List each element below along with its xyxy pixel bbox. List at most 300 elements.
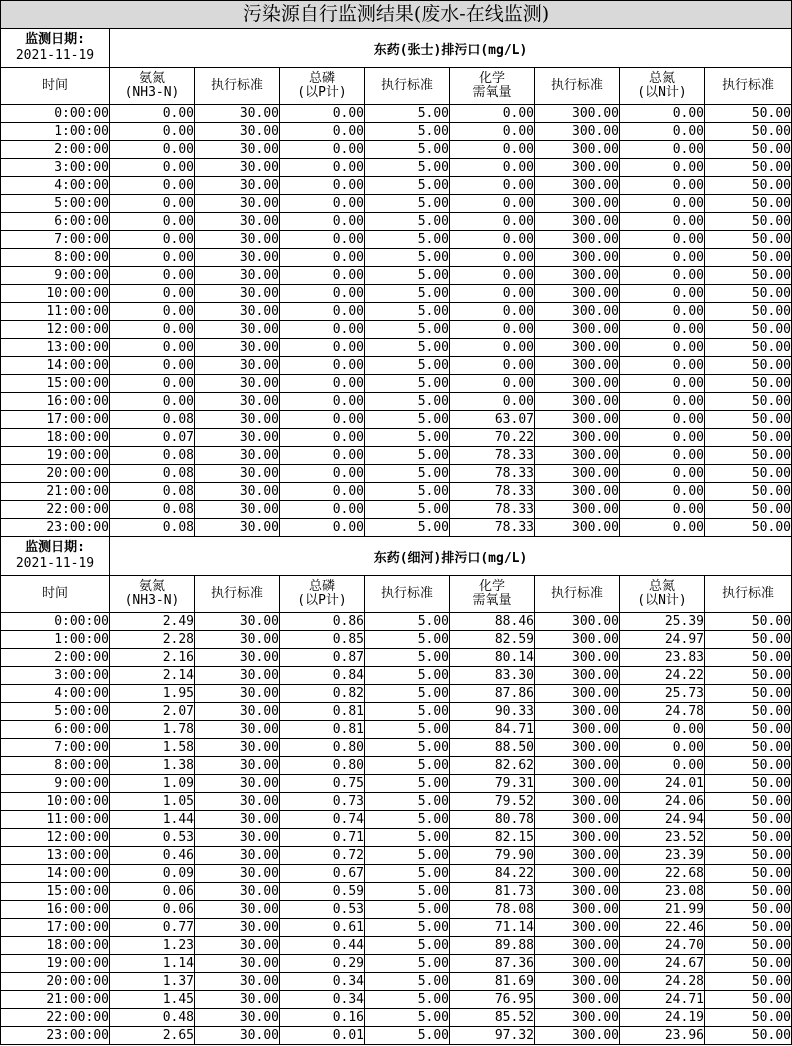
value-cell: 5.00 (365, 357, 450, 375)
value-cell: 0.00 (110, 195, 195, 213)
value-cell: 300.00 (535, 919, 620, 937)
value-cell: 300.00 (535, 213, 620, 231)
value-cell: 22.46 (620, 919, 705, 937)
value-cell: 50.00 (705, 375, 792, 393)
value-cell: 50.00 (705, 793, 792, 811)
value-cell: 30.00 (195, 303, 280, 321)
value-cell: 50.00 (705, 159, 792, 177)
value-cell: 24.78 (620, 703, 705, 721)
value-cell: 0.44 (280, 937, 365, 955)
value-cell: 50.00 (705, 955, 792, 973)
value-cell: 300.00 (535, 955, 620, 973)
table-row (1, 829, 792, 847)
value-cell: 0.00 (620, 721, 705, 739)
value-cell: 5.00 (365, 483, 450, 501)
value-cell: 0.00 (280, 177, 365, 195)
value-cell: 2.49 (110, 613, 195, 631)
time-cell: 11:00:00 (1, 303, 110, 321)
time-cell: 4:00:00 (1, 685, 110, 703)
header-tp: 总磷 (以P计) (280, 576, 365, 613)
table-row (1, 375, 792, 393)
value-cell: 5.00 (365, 465, 450, 483)
header-tn: 总氮 (以N计) (620, 68, 705, 105)
value-cell: 30.00 (195, 613, 280, 631)
value-cell: 50.00 (705, 177, 792, 195)
time-cell: 9:00:00 (1, 775, 110, 793)
value-cell: 5.00 (365, 267, 450, 285)
value-cell: 23.52 (620, 829, 705, 847)
value-cell: 50.00 (705, 231, 792, 249)
value-cell: 5.00 (365, 321, 450, 339)
table-row (1, 339, 792, 357)
time-cell: 17:00:00 (1, 919, 110, 937)
value-cell: 0.00 (620, 501, 705, 519)
value-cell: 300.00 (535, 429, 620, 447)
table-row (1, 429, 792, 447)
value-cell: 5.00 (365, 213, 450, 231)
value-cell: 0.00 (110, 141, 195, 159)
date-cell (1, 537, 110, 576)
time-cell: 6:00:00 (1, 721, 110, 739)
value-cell: 0.00 (620, 465, 705, 483)
value-cell: 90.33 (450, 703, 535, 721)
value-cell: 0.08 (110, 519, 195, 537)
value-cell: 0.00 (110, 159, 195, 177)
value-cell: 0.06 (110, 883, 195, 901)
value-cell: 5.00 (365, 501, 450, 519)
value-cell: 0.00 (110, 249, 195, 267)
value-cell: 30.00 (195, 213, 280, 231)
value-cell: 50.00 (705, 703, 792, 721)
value-cell: 78.33 (450, 483, 535, 501)
value-cell: 0.00 (280, 141, 365, 159)
value-cell: 0.48 (110, 1009, 195, 1027)
value-cell: 0.53 (280, 901, 365, 919)
value-cell: 23.83 (620, 649, 705, 667)
value-cell: 300.00 (535, 159, 620, 177)
value-cell: 50.00 (705, 285, 792, 303)
value-cell: 300.00 (535, 105, 620, 123)
value-cell: 0.00 (280, 447, 365, 465)
table-row (1, 321, 792, 339)
value-cell: 0.00 (110, 213, 195, 231)
time-cell: 19:00:00 (1, 955, 110, 973)
value-cell: 50.00 (705, 865, 792, 883)
time-cell: 23:00:00 (1, 1027, 110, 1045)
value-cell: 0.00 (110, 303, 195, 321)
value-cell: 0.81 (280, 703, 365, 721)
value-cell: 50.00 (705, 429, 792, 447)
value-cell: 5.00 (365, 105, 450, 123)
section-table-xihe (0, 536, 792, 1045)
value-cell: 300.00 (535, 195, 620, 213)
value-cell: 50.00 (705, 991, 792, 1009)
value-cell: 76.95 (450, 991, 535, 1009)
value-cell: 0.00 (450, 357, 535, 375)
value-cell: 300.00 (535, 811, 620, 829)
value-cell: 0.06 (110, 901, 195, 919)
value-cell: 0.00 (110, 393, 195, 411)
time-cell: 16:00:00 (1, 901, 110, 919)
value-cell: 5.00 (365, 1009, 450, 1027)
value-cell: 30.00 (195, 829, 280, 847)
value-cell: 23.08 (620, 883, 705, 901)
value-cell: 300.00 (535, 883, 620, 901)
time-cell: 13:00:00 (1, 339, 110, 357)
value-cell: 0.00 (620, 411, 705, 429)
value-cell: 50.00 (705, 501, 792, 519)
value-cell: 0.00 (280, 519, 365, 537)
value-cell: 30.00 (195, 685, 280, 703)
table-row (1, 285, 792, 303)
table-row (1, 1009, 792, 1027)
time-cell: 2:00:00 (1, 649, 110, 667)
value-cell: 0.00 (110, 285, 195, 303)
value-cell: 30.00 (195, 465, 280, 483)
value-cell: 300.00 (535, 321, 620, 339)
value-cell: 82.15 (450, 829, 535, 847)
value-cell: 0.00 (280, 249, 365, 267)
value-cell: 1.14 (110, 955, 195, 973)
value-cell: 0.00 (450, 159, 535, 177)
time-cell: 0:00:00 (1, 105, 110, 123)
value-cell: 30.00 (195, 919, 280, 937)
value-cell: 30.00 (195, 393, 280, 411)
value-cell: 2.65 (110, 1027, 195, 1045)
value-cell: 0.00 (450, 321, 535, 339)
value-cell: 300.00 (535, 303, 620, 321)
value-cell: 30.00 (195, 141, 280, 159)
value-cell: 0.87 (280, 649, 365, 667)
header-std: 执行标准 (365, 68, 450, 105)
value-cell: 30.00 (195, 447, 280, 465)
value-cell: 5.00 (365, 775, 450, 793)
table-row (1, 267, 792, 285)
value-cell: 0.74 (280, 811, 365, 829)
value-cell: 300.00 (535, 973, 620, 991)
value-cell: 5.00 (365, 339, 450, 357)
value-cell: 0.00 (620, 757, 705, 775)
value-cell: 24.97 (620, 631, 705, 649)
value-cell: 23.96 (620, 1027, 705, 1045)
value-cell: 0.07 (110, 429, 195, 447)
value-cell: 0.00 (450, 375, 535, 393)
value-cell: 0.09 (110, 865, 195, 883)
value-cell: 5.00 (365, 177, 450, 195)
table-row (1, 703, 792, 721)
value-cell: 50.00 (705, 937, 792, 955)
value-cell: 300.00 (535, 865, 620, 883)
table-row (1, 685, 792, 703)
header-std: 执行标准 (705, 576, 792, 613)
value-cell: 300.00 (535, 447, 620, 465)
value-cell: 0.73 (280, 793, 365, 811)
value-cell: 0.00 (450, 285, 535, 303)
time-cell: 21:00:00 (1, 991, 110, 1009)
header-tn: 总氮 (以N计) (620, 576, 705, 613)
value-cell: 0.85 (280, 631, 365, 649)
value-cell: 50.00 (705, 883, 792, 901)
value-cell: 5.00 (365, 793, 450, 811)
value-cell: 50.00 (705, 1009, 792, 1027)
value-cell: 300.00 (535, 393, 620, 411)
table-row (1, 901, 792, 919)
value-cell: 0.29 (280, 955, 365, 973)
table-row (1, 357, 792, 375)
value-cell: 300.00 (535, 267, 620, 285)
value-cell: 5.00 (365, 303, 450, 321)
value-cell: 5.00 (365, 159, 450, 177)
value-cell: 0.00 (620, 357, 705, 375)
value-cell: 1.45 (110, 991, 195, 1009)
table-row (1, 613, 792, 631)
value-cell: 50.00 (705, 901, 792, 919)
value-cell: 50.00 (705, 667, 792, 685)
value-cell: 0.08 (110, 411, 195, 429)
value-cell: 5.00 (365, 757, 450, 775)
value-cell: 0.00 (280, 159, 365, 177)
value-cell: 50.00 (705, 829, 792, 847)
header-nh3: 氨氮 (NH3-N) (110, 576, 195, 613)
time-cell: 4:00:00 (1, 177, 110, 195)
value-cell: 5.00 (365, 631, 450, 649)
value-cell: 50.00 (705, 213, 792, 231)
time-cell: 6:00:00 (1, 213, 110, 231)
value-cell: 84.22 (450, 865, 535, 883)
header-time: 时间 (1, 576, 110, 613)
value-cell: 5.00 (365, 865, 450, 883)
table-row (1, 393, 792, 411)
value-cell: 70.22 (450, 429, 535, 447)
value-cell: 50.00 (705, 321, 792, 339)
value-cell: 82.59 (450, 631, 535, 649)
value-cell: 1.44 (110, 811, 195, 829)
value-cell: 1.37 (110, 973, 195, 991)
value-cell: 5.00 (365, 883, 450, 901)
value-cell: 0.00 (620, 177, 705, 195)
value-cell: 0.00 (620, 429, 705, 447)
time-cell: 9:00:00 (1, 267, 110, 285)
value-cell: 0.46 (110, 847, 195, 865)
value-cell: 0.00 (620, 447, 705, 465)
time-cell: 8:00:00 (1, 757, 110, 775)
value-cell: 0.71 (280, 829, 365, 847)
value-cell: 50.00 (705, 123, 792, 141)
value-cell: 50.00 (705, 811, 792, 829)
value-cell: 80.78 (450, 811, 535, 829)
value-cell: 24.67 (620, 955, 705, 973)
value-cell: 0.00 (620, 123, 705, 141)
value-cell: 0.53 (110, 829, 195, 847)
value-cell: 300.00 (535, 703, 620, 721)
value-cell: 0.00 (620, 285, 705, 303)
value-cell: 0.84 (280, 667, 365, 685)
value-cell: 5.00 (365, 703, 450, 721)
value-cell: 5.00 (365, 739, 450, 757)
header-std: 执行标准 (195, 68, 280, 105)
table-row (1, 411, 792, 429)
value-cell: 0.00 (620, 231, 705, 249)
header-std: 执行标准 (535, 576, 620, 613)
value-cell: 0.00 (450, 195, 535, 213)
value-cell: 300.00 (535, 519, 620, 537)
value-cell: 0.81 (280, 721, 365, 739)
value-cell: 5.00 (365, 847, 450, 865)
value-cell: 0.00 (620, 159, 705, 177)
time-cell: 0:00:00 (1, 613, 110, 631)
value-cell: 0.00 (280, 429, 365, 447)
value-cell: 24.06 (620, 793, 705, 811)
table-row (1, 501, 792, 519)
value-cell: 50.00 (705, 357, 792, 375)
value-cell: 50.00 (705, 411, 792, 429)
value-cell: 50.00 (705, 1027, 792, 1045)
value-cell: 24.70 (620, 937, 705, 955)
value-cell: 50.00 (705, 919, 792, 937)
table-row (1, 177, 792, 195)
value-cell: 30.00 (195, 1009, 280, 1027)
value-cell: 82.62 (450, 757, 535, 775)
value-cell: 50.00 (705, 303, 792, 321)
value-cell: 30.00 (195, 339, 280, 357)
table-row (1, 447, 792, 465)
value-cell: 78.33 (450, 447, 535, 465)
value-cell: 5.00 (365, 393, 450, 411)
value-cell: 0.72 (280, 847, 365, 865)
time-cell: 14:00:00 (1, 865, 110, 883)
value-cell: 300.00 (535, 631, 620, 649)
value-cell: 30.00 (195, 739, 280, 757)
value-cell: 30.00 (195, 195, 280, 213)
table-row (1, 955, 792, 973)
value-cell: 300.00 (535, 483, 620, 501)
value-cell: 0.00 (620, 303, 705, 321)
value-cell: 5.00 (365, 249, 450, 267)
value-cell: 0.08 (110, 501, 195, 519)
time-cell: 5:00:00 (1, 703, 110, 721)
value-cell: 88.50 (450, 739, 535, 757)
value-cell: 30.00 (195, 901, 280, 919)
value-cell: 25.73 (620, 685, 705, 703)
value-cell: 300.00 (535, 613, 620, 631)
value-cell: 22.68 (620, 865, 705, 883)
value-cell: 30.00 (195, 793, 280, 811)
value-cell: 0.00 (450, 231, 535, 249)
value-cell: 0.00 (280, 339, 365, 357)
value-cell: 24.71 (620, 991, 705, 1009)
section-table-zhangshi (0, 28, 792, 537)
value-cell: 30.00 (195, 667, 280, 685)
value-cell: 0.80 (280, 739, 365, 757)
value-cell: 79.90 (450, 847, 535, 865)
value-cell: 0.00 (620, 339, 705, 357)
value-cell: 300.00 (535, 1027, 620, 1045)
value-cell: 0.00 (620, 141, 705, 159)
value-cell: 30.00 (195, 991, 280, 1009)
header-nh3: 氨氮 (NH3-N) (110, 68, 195, 105)
value-cell: 300.00 (535, 123, 620, 141)
value-cell: 0.00 (450, 177, 535, 195)
value-cell: 0.00 (280, 285, 365, 303)
value-cell: 89.88 (450, 937, 535, 955)
value-cell: 0.08 (110, 465, 195, 483)
value-cell: 0.00 (280, 267, 365, 285)
value-cell: 0.00 (450, 249, 535, 267)
value-cell: 0.00 (620, 739, 705, 757)
value-cell: 300.00 (535, 937, 620, 955)
time-cell: 20:00:00 (1, 465, 110, 483)
value-cell: 300.00 (535, 739, 620, 757)
value-cell: 0.00 (450, 141, 535, 159)
value-cell: 30.00 (195, 883, 280, 901)
header-std: 执行标准 (365, 576, 450, 613)
value-cell: 5.00 (365, 231, 450, 249)
value-cell: 30.00 (195, 501, 280, 519)
value-cell: 50.00 (705, 483, 792, 501)
value-cell: 0.00 (620, 519, 705, 537)
value-cell: 85.52 (450, 1009, 535, 1027)
value-cell: 5.00 (365, 721, 450, 739)
value-cell: 5.00 (365, 447, 450, 465)
value-cell: 5.00 (365, 829, 450, 847)
header-cod: 化学 需氧量 (450, 576, 535, 613)
table-row (1, 883, 792, 901)
time-cell: 16:00:00 (1, 393, 110, 411)
header-std: 执行标准 (535, 68, 620, 105)
value-cell: 79.31 (450, 775, 535, 793)
table-row (1, 631, 792, 649)
value-cell: 0.01 (280, 1027, 365, 1045)
outlet-title: 东药(张士)排污口(mg/L) (110, 29, 792, 68)
value-cell: 0.00 (110, 375, 195, 393)
value-cell: 24.28 (620, 973, 705, 991)
value-cell: 0.00 (620, 249, 705, 267)
value-cell: 5.00 (365, 1027, 450, 1045)
value-cell: 0.00 (280, 195, 365, 213)
value-cell: 0.00 (110, 357, 195, 375)
value-cell: 50.00 (705, 649, 792, 667)
value-cell: 0.00 (280, 501, 365, 519)
value-cell: 0.00 (450, 393, 535, 411)
header-tp: 总磷 (以P计) (280, 68, 365, 105)
date-cell (1, 29, 110, 68)
table-row (1, 159, 792, 177)
value-cell: 50.00 (705, 775, 792, 793)
value-cell: 97.32 (450, 1027, 535, 1045)
table-row (1, 775, 792, 793)
value-cell: 30.00 (195, 123, 280, 141)
value-cell: 0.08 (110, 447, 195, 465)
time-cell: 3:00:00 (1, 667, 110, 685)
value-cell: 0.00 (450, 339, 535, 357)
time-cell: 11:00:00 (1, 811, 110, 829)
time-cell: 7:00:00 (1, 231, 110, 249)
value-cell: 300.00 (535, 375, 620, 393)
value-cell: 5.00 (365, 901, 450, 919)
value-cell: 0.00 (450, 213, 535, 231)
value-cell: 50.00 (705, 613, 792, 631)
value-cell: 50.00 (705, 141, 792, 159)
value-cell: 0.00 (620, 393, 705, 411)
value-cell: 78.33 (450, 465, 535, 483)
time-cell: 3:00:00 (1, 159, 110, 177)
value-cell: 50.00 (705, 339, 792, 357)
table-row (1, 105, 792, 123)
table-row (1, 195, 792, 213)
value-cell: 24.19 (620, 1009, 705, 1027)
time-cell: 23:00:00 (1, 519, 110, 537)
value-cell: 79.52 (450, 793, 535, 811)
